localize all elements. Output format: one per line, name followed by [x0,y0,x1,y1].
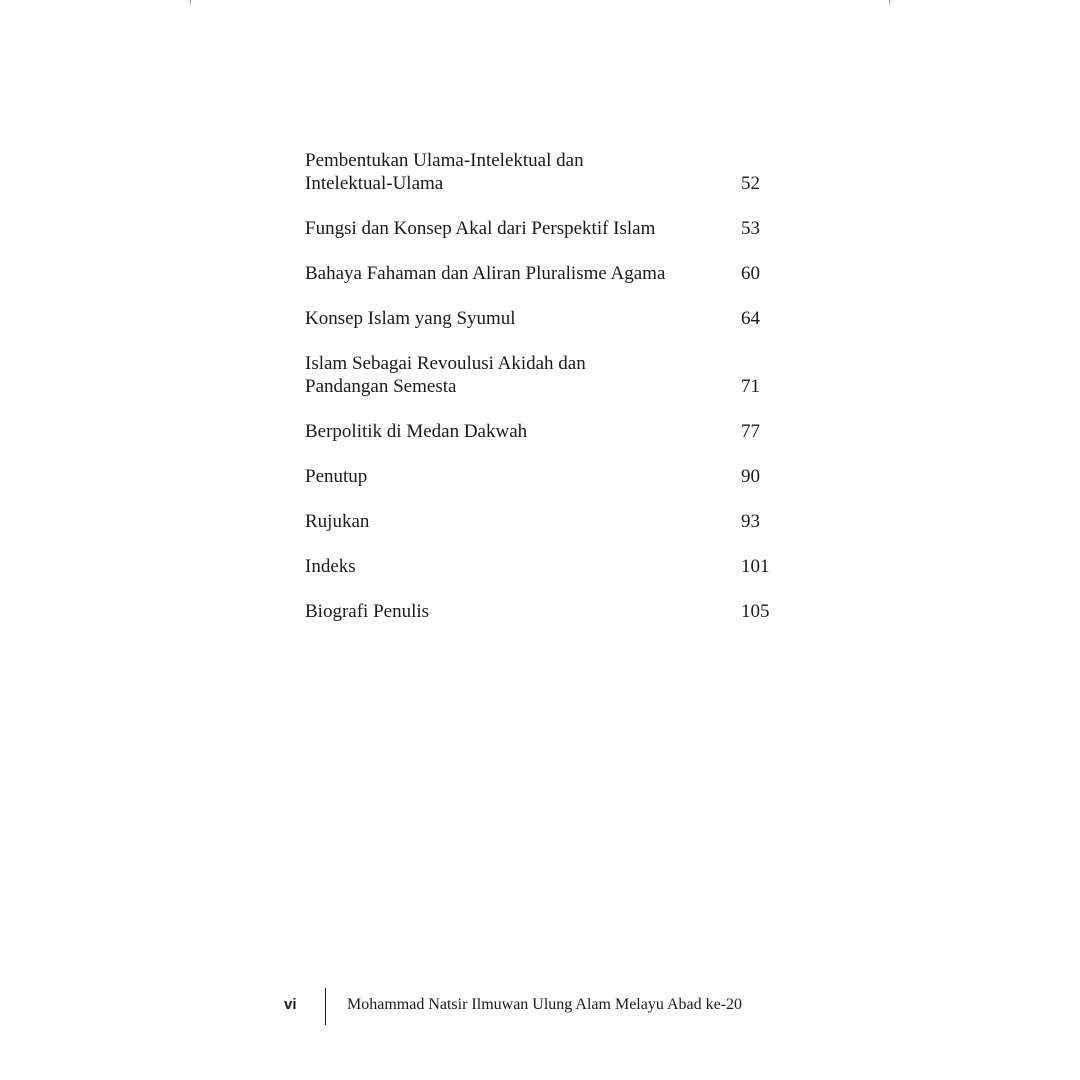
toc-entry [305,149,775,195]
toc-entry-page: 53 [741,218,760,239]
toc-entry [305,217,775,240]
toc-entry [305,465,775,488]
footer-divider [325,988,326,1025]
table-of-contents [305,149,775,645]
toc-entry [305,600,775,623]
crop-mark-left [190,0,191,4]
page-number: vi [284,996,297,1013]
toc-entry-page: 77 [741,421,760,442]
toc-entry-page: 101 [741,556,770,577]
toc-entry-page: 105 [741,601,770,622]
running-title: Mohammad Natsir Ilmuwan Ulung Alam Melayu Abad ke-20 [347,996,743,1013]
toc-entry-title: Pembentukan Ulama-Intelektual dan Intelektual-Ulama [305,150,584,194]
toc-entry-title: Rujukan [305,511,370,532]
toc-entry-title: Berpolitik di Medan Dakwah [305,421,528,442]
toc-entry-title: Konsep Islam yang Syumul [305,308,516,329]
toc-entry-page: 71 [741,376,760,397]
toc-entry [305,420,775,443]
toc-entry-title: Penutup [305,466,368,487]
toc-entry [305,262,775,285]
toc-entry [305,510,775,533]
toc-entry [305,555,775,578]
toc-entry-page: 93 [741,511,760,532]
toc-entry-title: Biografi Penulis [305,601,430,622]
toc-entry-page: 64 [741,308,760,329]
toc-entry-page: 52 [741,173,760,194]
toc-entry-page: 90 [741,466,760,487]
toc-entry-title: Fungsi dan Konsep Akal dari Perspektif Islam [305,218,656,239]
toc-entry [305,307,775,330]
page-footer [0,988,1080,1026]
toc-entry-page: 60 [741,263,760,284]
toc-entry-title: Bahaya Fahaman dan Aliran Pluralisme Agama [305,263,666,284]
toc-entry-title: Indeks [305,556,356,577]
toc-entry-title: Islam Sebagai Revoulusi Akidah dan Pandangan Semesta [305,353,586,397]
crop-mark-right [889,0,890,4]
toc-entry [305,352,775,398]
